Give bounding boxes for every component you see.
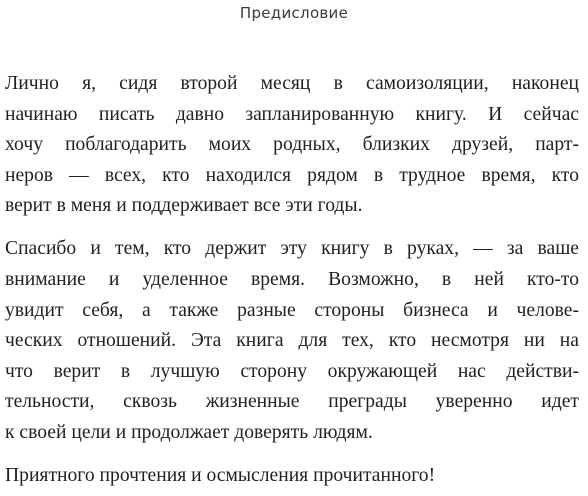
text-line: к своей цели и продолжает доверять людям. xyxy=(5,422,373,444)
text-line: верит в меня и поддерживает все эти годы. xyxy=(5,195,363,217)
paragraph-3 xyxy=(5,461,579,492)
text-line: Лично я, сидя второй месяц в самоизоляции, наконец xyxy=(5,73,579,94)
text-line: начинаю писать давно запланированную книгу. И сейчас xyxy=(5,103,579,125)
document-body xyxy=(5,69,579,492)
running-head: Предисловие xyxy=(239,4,349,22)
text-line: хочу поблагодарить моих родных, близких друзей, парт- xyxy=(5,134,579,156)
paragraph-1 xyxy=(5,69,579,222)
text-line: Спасибо и тем, кто держит эту книгу в руках, — за ваше xyxy=(5,238,579,260)
text-line: неров — всех, кто находился рядом в трудное время, кто xyxy=(5,164,579,186)
text-line: внимание и уделенное время. Возможно, в ней кто-то xyxy=(5,269,579,291)
paragraph-2 xyxy=(5,234,579,448)
text-line: что верит в лучшую сторону окружающей нас действи- xyxy=(5,360,579,382)
text-line: Приятного прочтения и осмысления прочитанного! xyxy=(5,465,436,487)
text-line: увидит себя, а также разные стороны бизнеса и челове- xyxy=(5,299,579,321)
text-line: тельности, сквозь жизненные преграды уверенно идет xyxy=(5,391,579,413)
text-line: ческих отношений. Эта книга для тех, кто несмотря ни на xyxy=(5,330,579,352)
